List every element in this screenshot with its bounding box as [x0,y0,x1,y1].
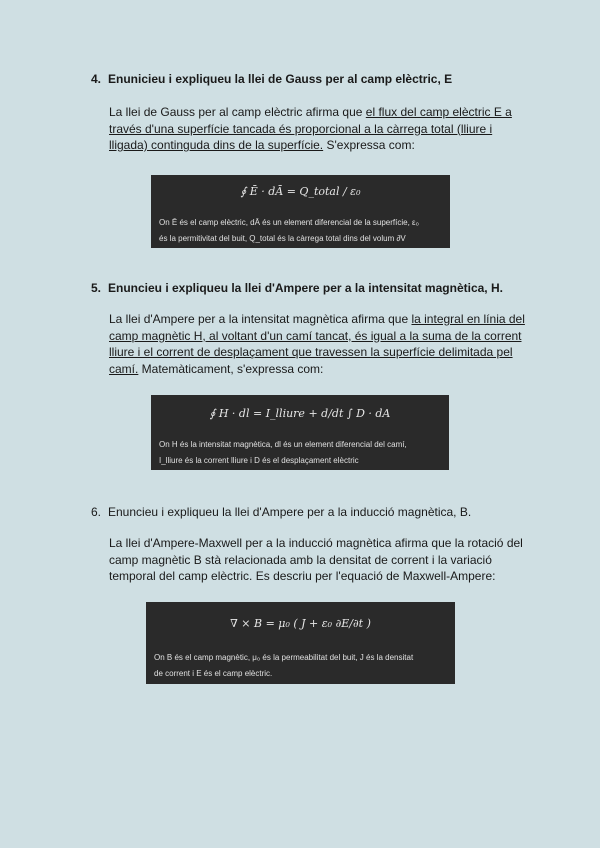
para-underlined: la integral en línia del camp magnètic H, al voltant d'un camí tancat, és igual a la suma de la corrent lliure i el corrent de desplaçament que travessen la superfície delimitada pel camí. [109,312,525,376]
equation-image-ampere-maxwell [146,602,455,684]
equation-description [154,650,449,682]
para-text-end: S'expressa com: [323,138,415,152]
heading-text: Enunicieu i expliqueu la llei de Gauss per al camp elèctric, E [108,72,453,86]
eq-desc-line-1: On H és la intensitat magnètica, dl és un element diferencial del camí, [159,440,407,449]
para-text: La llei d'Ampere per a la intensitat magnètica afirma que [109,312,412,326]
equation-description [159,437,443,469]
section-4-paragraph [109,104,534,154]
equation-description [159,215,444,247]
heading-text: Enuncieu i expliqueu la llei d'Ampere per a la inducció magnètica, B. [108,505,472,519]
section-number: 5. [91,281,102,295]
para-text-end: Matemàticament, s'expressa com: [138,361,324,376]
eq-desc-line-2: és la permitivitat del buit, Q_total és la càrrega total dins del volum ∂V [159,234,406,243]
equation-image-ampere-h [151,395,449,470]
eq-desc-line-2: de corrent i E és el camp elèctric. [154,669,273,678]
equation-formula: ∮ Ē · dĀ = Q_total / ε₀ [240,185,361,198]
eq-desc-line-1: On Ē és el camp elèctric, dĀ és un element diferencial de la superfície, ε₀ [159,218,419,227]
equation-image-gauss [151,175,450,248]
section-number: 4. [91,72,102,86]
section-4-heading [91,71,452,87]
para-text: La llei de Gauss per al camp elèctric afirma que [109,105,366,119]
section-6-heading [91,504,471,520]
section-5-heading [91,280,503,296]
equation-formula: ∮ H · dl = I_lliure + d/dt ∫ D · dA [209,407,391,420]
eq-desc-line-1: On B és el camp magnètic, μ₀ és la permeabilitat del buit, J és la densitat [154,653,414,662]
section-6-paragraph [109,535,539,585]
eq-desc-line-2: I_lliure és la corrent lliure i D és el desplaçament elèctric [159,456,359,465]
heading-text: Enuncieu i expliqueu la llei d'Ampere per a la intensitat magnètica, H. [108,281,503,295]
para-underlined: el flux del camp elèctric E a través d'una superfície tancada és proporcional a la càrrega total (lliure i lligada) continguda dins de la superfície. [109,105,512,152]
equation-formula: ∇ × B = μ₀ ( J + ε₀ ∂E/∂t ) [230,617,371,630]
section-5-paragraph [109,311,534,377]
section-number: 6. [91,505,102,519]
para-text: La llei d'Ampere-Maxwell per a la inducció magnètica afirma que la rotació del camp magnètic B stà relacionada amb la densitat de corrent i la variació temporal del camp elèctric. Es descriu per l'equació de Maxwell-Ampere: [109,536,523,583]
